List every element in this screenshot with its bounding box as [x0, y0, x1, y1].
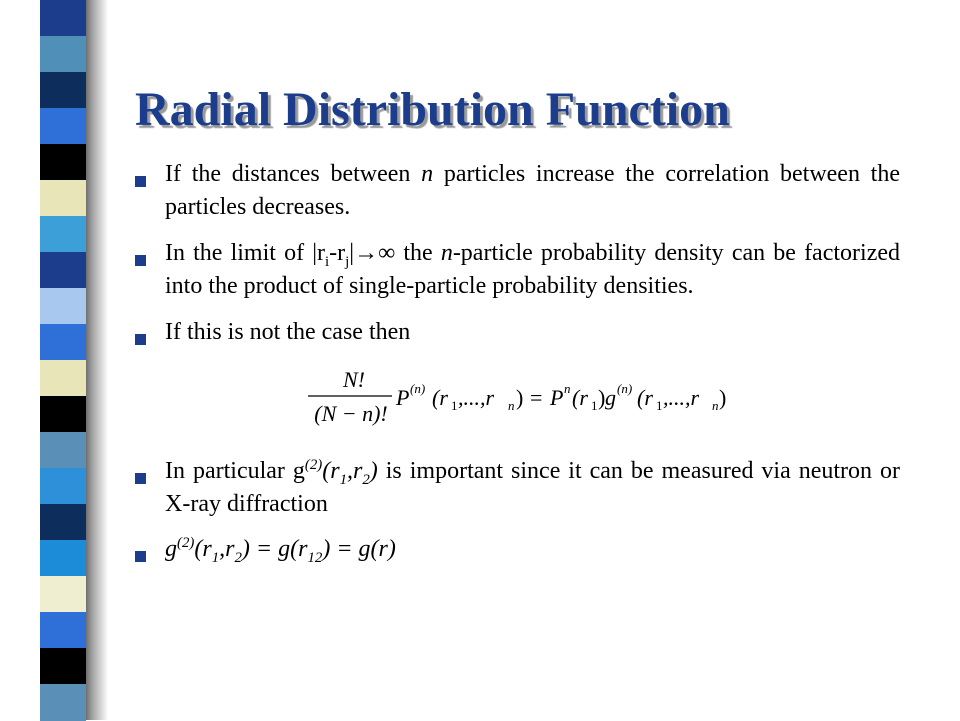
decorative-stripe [40, 0, 86, 720]
p2-sub: 1 [591, 398, 598, 413]
g-symbol: g [605, 385, 616, 410]
stripe-block [40, 396, 86, 433]
bullet-text-part: ) [369, 458, 378, 484]
stripe-block [40, 432, 86, 469]
bullet-text-part: If the distances between [165, 161, 422, 187]
bullet-text-part: In the limit of |r [165, 240, 326, 266]
bullet-text-part: |→∞ the [349, 240, 441, 266]
equation [308, 363, 900, 435]
bullet-text [165, 158, 900, 224]
bullet-text [165, 533, 900, 566]
bullet-text-part: ) = g(r) [322, 536, 396, 562]
bullet-text-part: (2) [177, 535, 195, 551]
slide-content [132, 158, 900, 566]
bullet-text-part: (2) [304, 457, 323, 473]
stripe-block [40, 216, 86, 253]
square-bullet-icon [135, 255, 146, 266]
p-args: (r [432, 385, 448, 410]
bullet-text-part: j [345, 253, 350, 270]
bullet-item [132, 316, 900, 349]
square-bullet-icon [135, 176, 146, 187]
bullet-text-part: 2 [234, 549, 242, 566]
square-bullet-icon [135, 334, 146, 345]
stripe-block [40, 144, 86, 181]
bullet-item [132, 158, 900, 224]
bullet-text: If this is not the case then [165, 319, 411, 345]
fraction-denominator: (N − n)! [314, 401, 388, 426]
bullet-text-part: 1 [211, 549, 220, 566]
bullet-text-part: ,r [219, 536, 235, 562]
bullet-text-part: 2 [362, 471, 370, 488]
stripe-block [40, 252, 86, 289]
stripe-block [40, 612, 86, 649]
bullet-text-part: i [325, 253, 330, 270]
fraction-numerator: N! [343, 367, 365, 392]
g-superscript: (n) [617, 381, 633, 396]
stripe-block [40, 540, 86, 577]
stripe-block [40, 108, 86, 145]
slide-title: Radial Distribution Function [135, 83, 730, 136]
p-dots: ,...,r [458, 385, 495, 410]
bullet-text-part: 1 [339, 471, 348, 488]
g-close: ) [719, 385, 727, 410]
bullet-text-part: n [440, 240, 453, 266]
stripe-block [40, 684, 86, 721]
bullet-text-part: -particle probability density can be factorized into the product of single-particle probability densities. [165, 240, 900, 299]
g-dots: ,...,r [663, 385, 700, 410]
bullet-text-part: particles increase the correlation between the particles decreases. [165, 161, 901, 220]
g-sub-1: 1 [656, 398, 663, 413]
bullet-text-part: is important since it can be measured via neutron or X-ray diffraction [165, 458, 900, 517]
equals-sign: = [530, 385, 543, 410]
square-bullet-icon [135, 473, 146, 484]
stripe-block [40, 468, 86, 505]
bullet-text-part: ,r [347, 458, 363, 484]
equation-graphic [308, 363, 728, 435]
p2-symbol: P [550, 385, 564, 410]
p2-close: ) [598, 385, 606, 410]
stripe-block [40, 504, 86, 541]
stripe-block [40, 36, 86, 73]
p2-args: (r [572, 385, 588, 410]
bullet-text-part: n [421, 161, 434, 187]
stripe-block [40, 360, 86, 397]
bullet-item [132, 533, 900, 566]
p2-superscript: n [564, 381, 571, 396]
bullet-text-part: -r [329, 240, 346, 266]
stripe-block [40, 288, 86, 325]
bullet-text [165, 455, 900, 521]
bullet-item [132, 237, 900, 303]
p-sub-1: 1 [451, 398, 458, 413]
p-close: ) [516, 385, 524, 410]
bullet-text-part: ) = g(r [241, 536, 308, 562]
stripe-block [40, 576, 86, 613]
square-bullet-icon [135, 551, 146, 562]
bullet-text-part: (r [322, 458, 340, 484]
bullet-item [132, 455, 900, 521]
stripe-block [40, 0, 86, 37]
stripe-block [40, 180, 86, 217]
stripe-shadow [86, 0, 108, 720]
p-symbol: P [396, 385, 410, 410]
stripe-block [40, 72, 86, 109]
bullet-text-part: 12 [307, 549, 323, 566]
stripe-block [40, 648, 86, 685]
bullet-text-part: (r [194, 536, 212, 562]
p-sub-n: n [508, 398, 515, 413]
bullet-text-part: In particular g [165, 458, 305, 484]
stripe-block [40, 324, 86, 361]
g-args: (r [637, 385, 653, 410]
g-sub-n: n [712, 398, 719, 413]
bullet-text [165, 237, 900, 303]
p-superscript: (n) [410, 381, 426, 396]
bullet-text-part: g [165, 536, 177, 562]
